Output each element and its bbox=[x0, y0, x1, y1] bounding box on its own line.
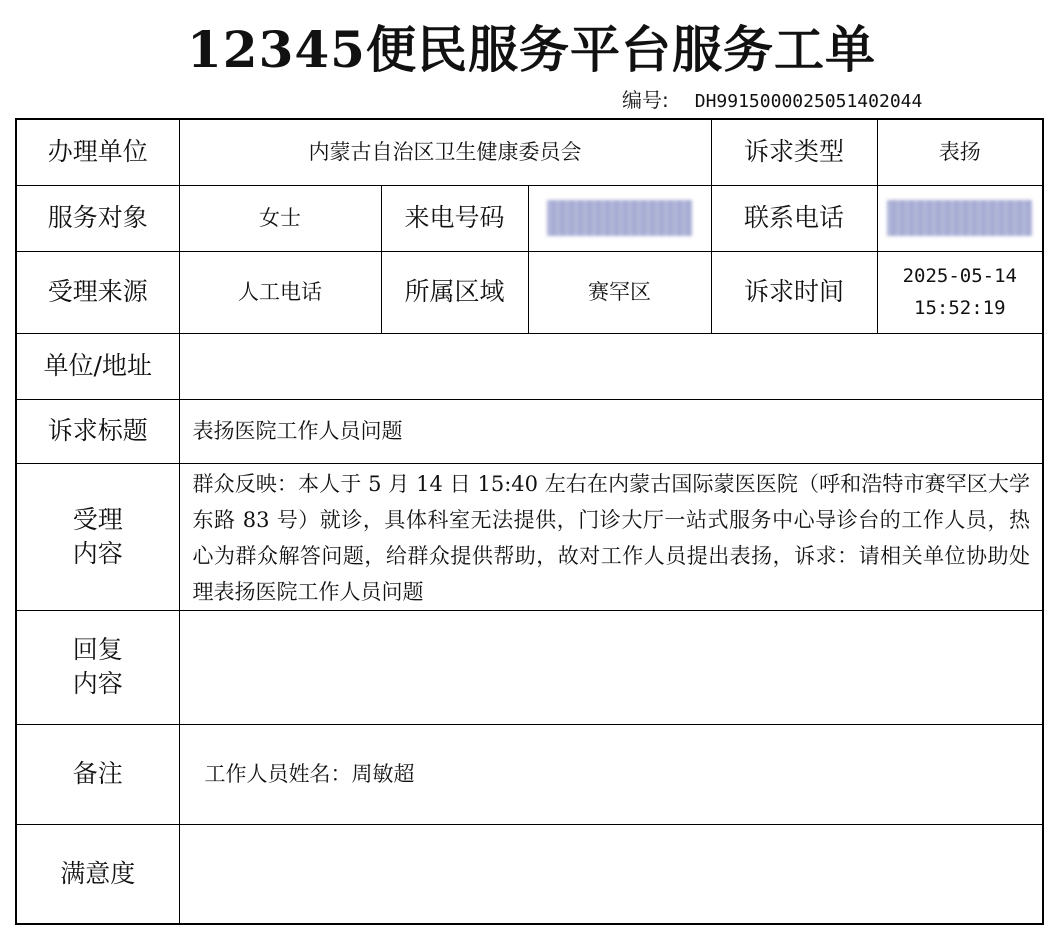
caller-number-value bbox=[528, 185, 711, 251]
reply-label-line1: 回复 bbox=[72, 635, 123, 664]
unit-address-label: 单位/地址 bbox=[16, 333, 179, 399]
service-target-label: 服务对象 bbox=[16, 185, 179, 251]
content-value: 群众反映：本人于 5 月 14 日 15:40 左右在内蒙古国际蒙医医院（呼和浩特市赛罕区大学东路 83 号）就诊，具体科室无法提供，门诊大厅一站式服务中心导诊台的工作人员，热心为群众解答问题，给群众提供帮助，故对工作人员提出表扬，诉求：请相关单位协助处理表扬医院工作人员问题 bbox=[179, 463, 1043, 610]
satisfaction-label: 满意度 bbox=[16, 824, 179, 924]
area-label: 所属区域 bbox=[381, 251, 528, 333]
row-remarks bbox=[16, 724, 1043, 824]
source-label: 受理来源 bbox=[16, 251, 179, 333]
row-request-title bbox=[16, 399, 1043, 463]
row-satisfaction bbox=[16, 824, 1043, 924]
content-label bbox=[16, 463, 179, 610]
work-order-table bbox=[15, 118, 1044, 925]
row-source bbox=[16, 251, 1043, 333]
serial-number bbox=[622, 86, 922, 116]
row-content bbox=[16, 463, 1043, 610]
request-title-label: 诉求标题 bbox=[16, 399, 179, 463]
remarks-value: 工作人员姓名：周敏超 bbox=[179, 724, 1043, 824]
request-time-value bbox=[877, 251, 1043, 333]
handling-unit-label: 办理单位 bbox=[16, 119, 179, 185]
redacted-caller-number bbox=[547, 200, 692, 236]
request-title-value: 表扬医院工作人员问题 bbox=[179, 399, 1043, 463]
satisfaction-value bbox=[179, 824, 1043, 924]
row-handling-unit bbox=[16, 119, 1043, 185]
reply-value bbox=[179, 610, 1043, 724]
contact-phone-label: 联系电话 bbox=[711, 185, 877, 251]
contact-phone-value bbox=[877, 185, 1043, 251]
request-type-value: 表扬 bbox=[877, 119, 1043, 185]
service-target-value: 女士 bbox=[179, 185, 381, 251]
reply-label bbox=[16, 610, 179, 724]
row-service-target bbox=[16, 185, 1043, 251]
request-time-clock: 15:52:19 bbox=[914, 297, 1006, 319]
caller-number-label: 来电号码 bbox=[381, 185, 528, 251]
row-reply bbox=[16, 610, 1043, 724]
source-value: 人工电话 bbox=[179, 251, 381, 333]
content-label-line1: 受理 bbox=[72, 504, 123, 534]
form-title: 12345便民服务平台服务工单 bbox=[187, 20, 876, 79]
unit-address-value bbox=[179, 333, 1043, 399]
remarks-label: 备注 bbox=[16, 724, 179, 824]
area-value: 赛罕区 bbox=[528, 251, 711, 333]
serial-value: DH9915000025051402044 bbox=[694, 91, 923, 112]
reply-label-line2: 内容 bbox=[72, 669, 123, 698]
handling-unit-value: 内蒙古自治区卫生健康委员会 bbox=[179, 119, 711, 185]
request-type-label: 诉求类型 bbox=[711, 119, 877, 185]
request-time-label: 诉求时间 bbox=[711, 251, 877, 333]
row-unit-address bbox=[16, 333, 1043, 399]
serial-label: 编号: bbox=[622, 88, 669, 112]
content-label-line2: 内容 bbox=[72, 538, 123, 568]
redacted-contact-phone bbox=[887, 200, 1032, 236]
request-time-date: 2025-05-14 bbox=[902, 265, 1017, 287]
